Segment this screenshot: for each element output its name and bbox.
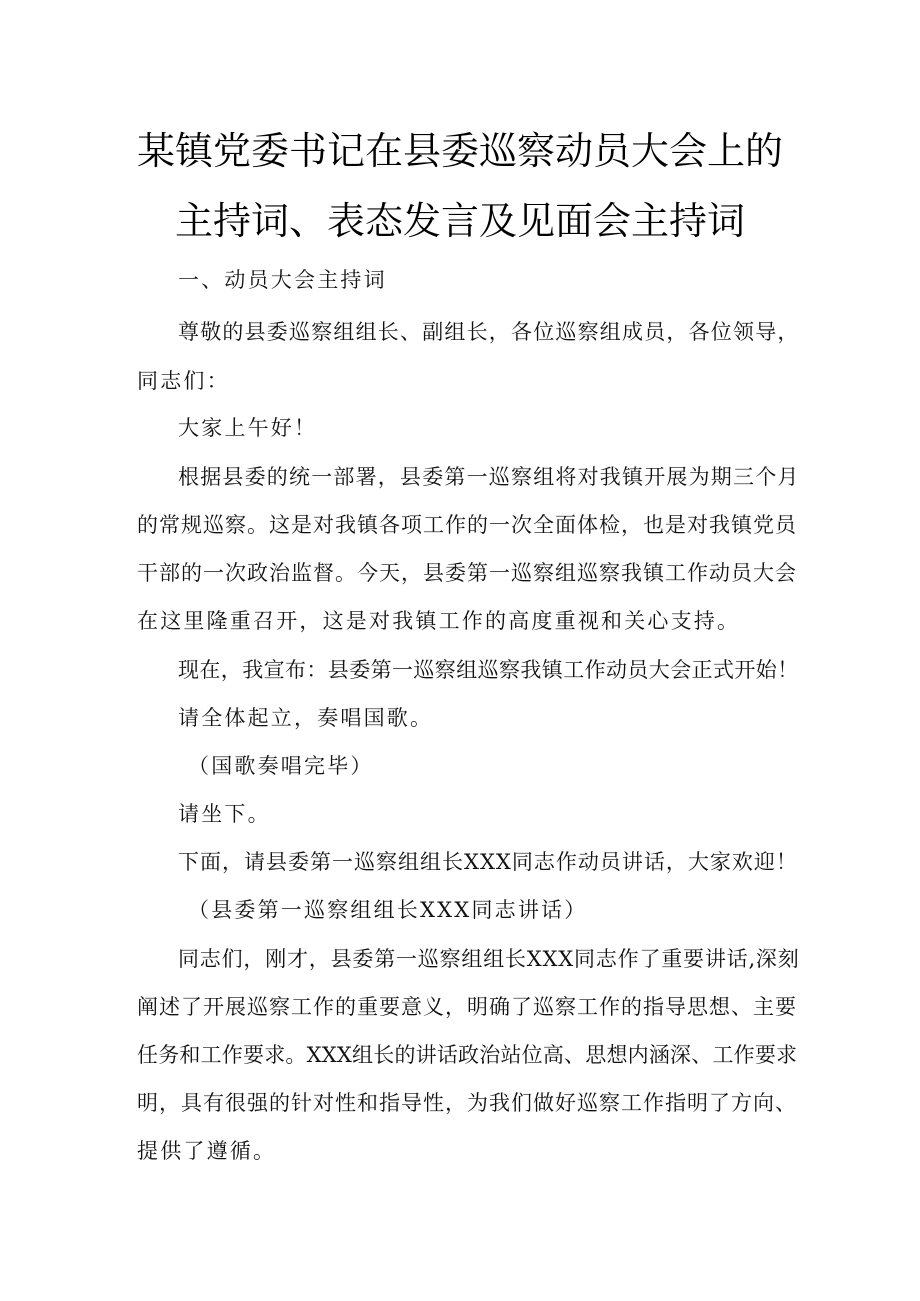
- body-line: 阐述了开展巡察工作的重要意义，明确了巡察工作的指导思想、主要: [137, 995, 797, 1019]
- body-line: 现在，我宣布：县委第一巡察组巡察我镇工作动员大会正式开始！: [178, 658, 799, 682]
- document-title-line-2: 主持词、表态发言及见面会主持词: [174, 199, 745, 243]
- body-line: 明，具有很强的针对性和指导性，为我们做好巡察工作指明了方向、: [137, 1091, 797, 1115]
- body-line: 的常规巡察。这是对我镇各项工作的一次全面体检，也是对我镇党员: [137, 513, 797, 537]
- body-line: 同志们：: [137, 369, 230, 393]
- body-line: 下面，请县委第一巡察组组长XXX同志作动员讲话，大家欢迎！: [178, 850, 798, 874]
- section-heading: 一、动员大会主持词: [178, 268, 387, 292]
- body-line: 请全体起立，奏唱国歌。: [178, 706, 434, 730]
- body-line: 根据县委的统一部署，县委第一巡察组将对我镇开展为期三个月: [178, 465, 800, 489]
- body-line: 请坐下。: [178, 802, 271, 826]
- body-line: 在这里隆重召开，这是对我镇工作的高度重视和关心支持。: [137, 609, 741, 633]
- body-line: 大家上午好！: [178, 416, 318, 440]
- body-line: （国歌奏唱完毕）: [188, 754, 374, 778]
- body-line: 提供了遵循。: [137, 1139, 277, 1163]
- body-line: 干部的一次政治监督。今天，县委第一巡察组巡察我镇工作动员大会: [137, 561, 797, 585]
- body-line: 任务和工作要求。XXX组长的讲话政治站位高、思想内涵深、工作要求: [137, 1043, 798, 1067]
- document-title-line-1: 某镇党委书记在县委巡察动员大会上的: [136, 129, 783, 173]
- body-line: 同志们，刚才，县委第一巡察组组长XXX同志作了重要讲话,深刻: [178, 947, 800, 971]
- body-line: 尊敬的县委巡察组组长、副组长，各位巡察组成员，各位领导，: [178, 320, 800, 344]
- body-line: （县委第一巡察组组长XXX同志讲话）: [188, 898, 588, 922]
